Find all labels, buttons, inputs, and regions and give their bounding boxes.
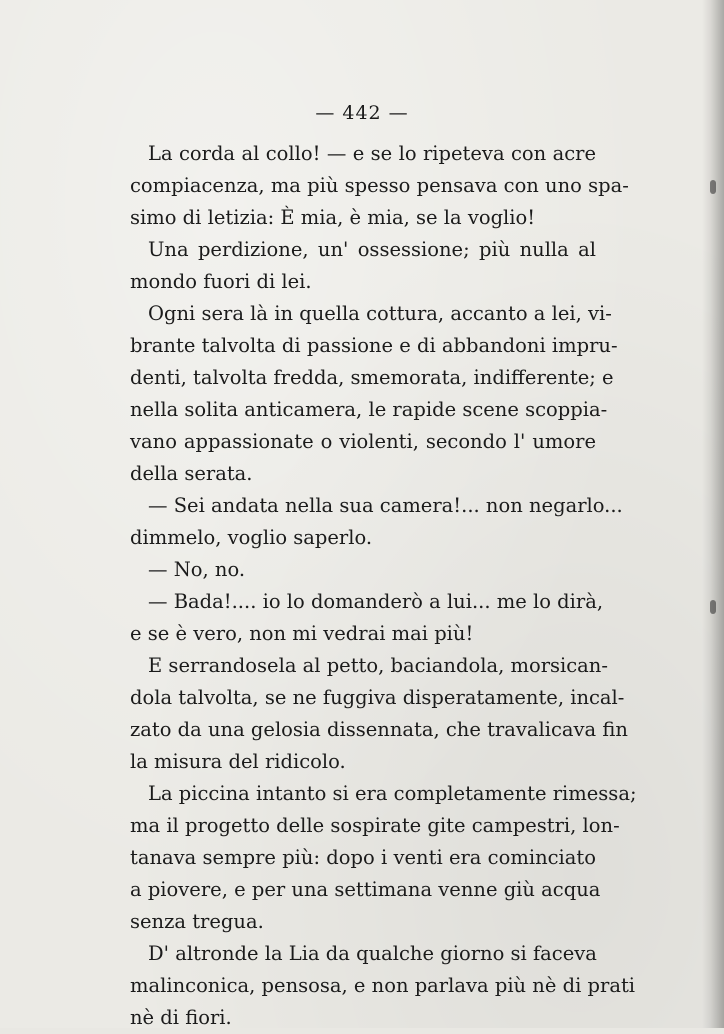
text-line: la misura del ridicolo.: [130, 750, 346, 773]
text-line: nella solita anticamera, le rapide scene scoppia-: [130, 398, 608, 421]
text-line: Una perdizione, un' ossessione; più nulla al: [148, 238, 596, 261]
text-line: simo di letizia: È mia, è mia, se la voglio!: [130, 206, 536, 229]
text-line: dola talvolta, se ne fuggiva disperatamente, incal-: [130, 686, 625, 709]
text-line: brante talvolta di passione e di abbandoni impru-: [130, 334, 618, 357]
edge-mark: [710, 600, 716, 614]
dialogue-line: dimmelo, voglio saperlo.: [130, 526, 373, 549]
text-line: nè di fiori.: [130, 1006, 232, 1029]
text-line: vano appassionate o violenti, secondo l' umore: [130, 430, 596, 453]
edge-mark: [710, 180, 716, 194]
page-binding-edge: [702, 0, 724, 1028]
text-line: compiacenza, ma più spesso pensava con uno spa-: [130, 174, 629, 197]
text-line: a piovere, e per una settimana venne giù acqua: [130, 878, 601, 901]
text-line: E serrandosela al petto, baciandola, morsican-: [148, 654, 608, 677]
text-line: La piccina intanto si era completamente rimessa;: [148, 782, 637, 805]
text-line: ma il progetto delle sospirate gite campestri, lon-: [130, 814, 620, 837]
text-line: Ogni sera là in quella cottura, accanto a lei, vi-: [148, 302, 612, 325]
text-line: tanava sempre più: dopo i venti era cominciato: [130, 846, 596, 869]
text-line: malinconica, pensosa, e non parlava più nè di prati: [130, 974, 636, 997]
text-line: denti, talvolta fredda, smemorata, indifferente; e: [130, 366, 614, 389]
dialogue-line: — Sei andata nella sua camera!... non negarlo...: [148, 494, 623, 517]
text-line: zato da una gelosia dissennata, che travalicava fin: [130, 718, 628, 741]
text-line: senza tregua.: [130, 910, 264, 933]
dialogue-line: e se è vero, non mi vedrai mai più!: [130, 622, 474, 645]
text-line: mondo fuori di lei.: [130, 270, 312, 293]
body-text: [130, 138, 637, 1034]
page-number: — 442 —: [315, 102, 409, 124]
dialogue-line: — Bada!.... io lo domanderò a lui... me lo dirà,: [148, 590, 604, 613]
text-line: La corda al collo! — e se lo ripeteva con acre: [148, 142, 596, 165]
text-line: D' altronde la Lia da qualche giorno si faceva: [148, 942, 597, 965]
text-line: della serata.: [130, 462, 253, 485]
dialogue-line: — No, no.: [148, 558, 246, 581]
